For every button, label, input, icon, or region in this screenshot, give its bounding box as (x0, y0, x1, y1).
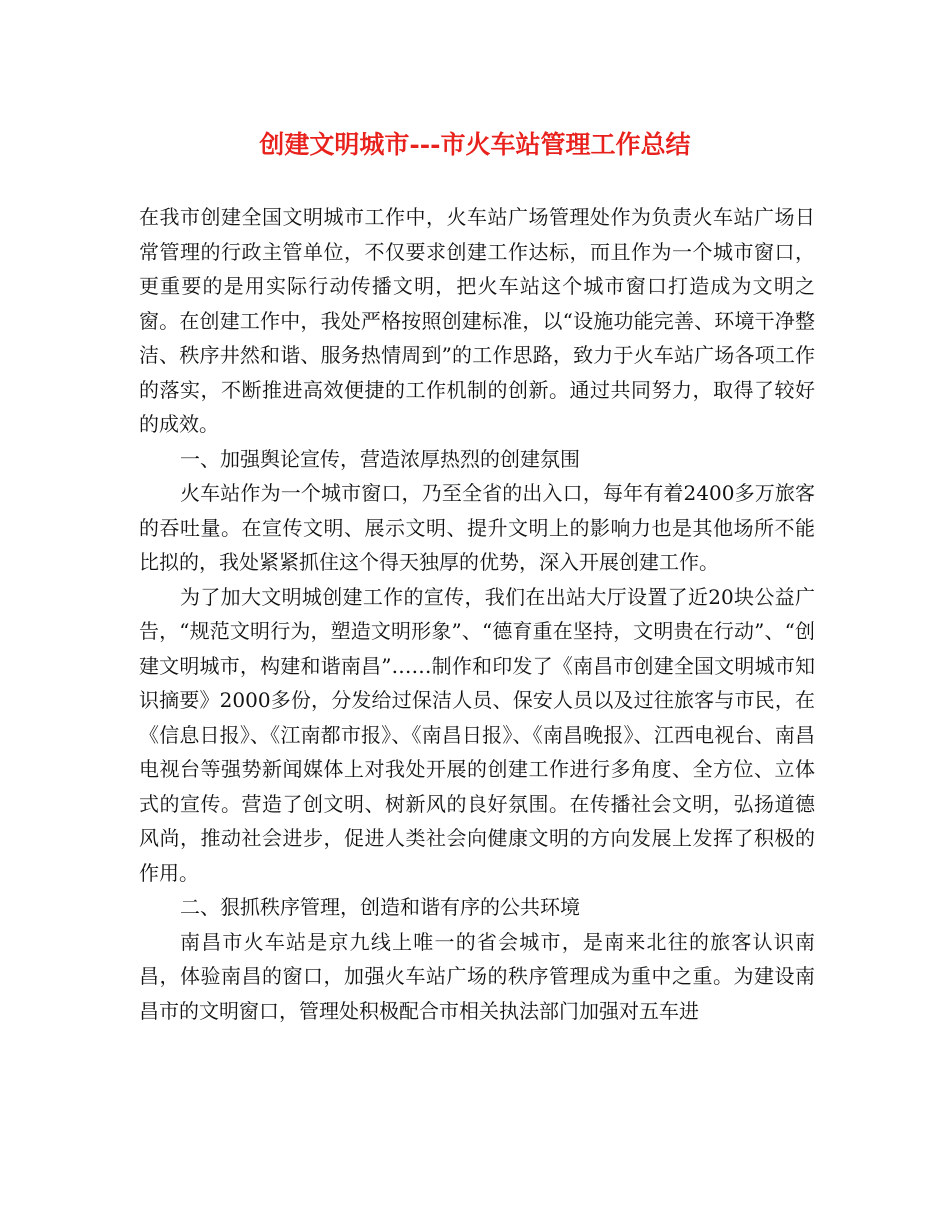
paragraph-station-window: 火车站作为一个城市窗口，乃至全省的出入口，每年有着2400多万旅客的吞吐量。在宣传文明、展示文明、提升文明上的影响力也是其他场所不能比拟的，我处紧紧抓住这个得天独厚的优势，深入开展创建工作。 (139, 481, 815, 574)
section-heading-1: 一、加强舆论宣传，营造浓厚热烈的创建氛围 (180, 446, 580, 471)
document-title: 创建文明城市---市火车站管理工作总结 (259, 130, 691, 159)
document-body (139, 200, 815, 1028)
paragraph-publicity: 为了加大文明城创建工作的宣传，我们在出站大厅设置了近20块公益广告，“规范文明行为，塑造文明形象”、“德育重在坚持，文明贵在行动”、“创建文明城市，构建和谐南昌”……制作和印发了《南昌市创建全国文明城市知识摘要》2000多份，分发给过保洁人员、保安人员以及过往旅客与市民，在《信息日报》、《江南都市报》、《南昌日报》、《南昌晚报》、江西电视台、南昌电视台等强势新闻媒体上对我处开展的创建工作进行多角度、全方位、立体式的宣传。营造了创文明、树新风的良好氛围。在传播社会文明，弘扬道德风尚，推动社会进步，促进人类社会向健康文明的方向发展上发挥了积极的作用。 (139, 584, 815, 885)
paragraph-intro: 在我市创建全国文明城市工作中，火车站广场管理处作为负责火车站广场日常管理的行政主管单位，不仅要求创建工作达标，而且作为一个城市窗口，更重要的是用实际行动传播文明，把火车站这个城市窗口打造成为文明之窗。在创建工作中，我处严格按照创建标准，以“设施功能完善、环境干净整洁、秩序井然和谐、服务热情周到”的工作思路，致力于火车站广场各项工作的落实，不断推进高效便捷的工作机制的创新。通过共同努力，取得了较好的成效。 (139, 205, 815, 436)
paragraph-order-management: 南昌市火车站是京九线上唯一的省会城市，是南来北往的旅客认识南昌，体验南昌的窗口，加强火车站广场的秩序管理成为重中之重。为建设南昌市的文明窗口，管理处积极配合市相关执法部门加强对五车进 (139, 929, 815, 1023)
section-heading-2: 二、狠抓秩序管理，创造和谐有序的公共环境 (180, 895, 580, 919)
